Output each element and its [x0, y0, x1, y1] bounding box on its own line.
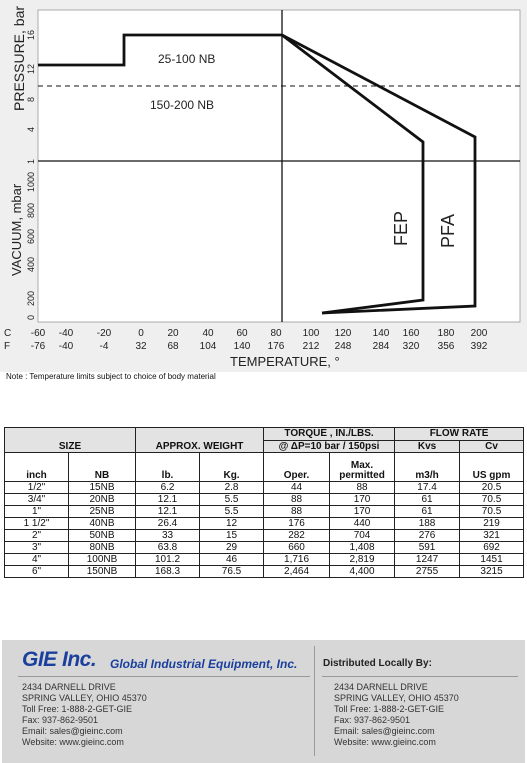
label-150-200-nb: 150-200 NB: [150, 98, 215, 112]
temperature-axis-label: TEMPERATURE, °: [230, 354, 340, 369]
header-size: SIZE: [5, 428, 136, 453]
pressure-tick-16: 16: [26, 29, 36, 40]
cell-kvs: 1247: [395, 554, 460, 566]
left-divider: [18, 676, 310, 677]
table-row: [5, 566, 524, 578]
cell-nb: 100NB: [69, 554, 136, 566]
cell-lb: 6.2: [136, 482, 200, 494]
specifications-table: [4, 427, 524, 578]
celsius-tick: 120: [334, 328, 352, 339]
cell-max: 170: [330, 494, 395, 506]
cell-cv: 692: [460, 542, 524, 554]
vacuum-tick-400: 400: [26, 256, 36, 272]
pressure-tick-12: 12: [26, 63, 36, 74]
right-address-line: Toll Free: 1-888-2-GET-GIE: [334, 704, 445, 714]
cell-cv: 20.5: [460, 482, 524, 494]
cell-cv: 70.5: [460, 506, 524, 518]
left-address-line: Toll Free: 1-888-2-GET-GIE: [22, 704, 133, 714]
cell-lb: 26.4: [136, 518, 200, 530]
fahrenheit-tick: 284: [372, 341, 390, 352]
pressure-tick-4: 4: [26, 126, 36, 132]
cell-oper: 44: [264, 482, 330, 494]
celsius-tick: -40: [58, 328, 74, 339]
header-torque: TORQUE , IN./LBS.: [264, 428, 395, 441]
left-address-line: Email: sales@gieinc.com: [22, 726, 123, 736]
cell-nb: 15NB: [69, 482, 136, 494]
cell-max: 704: [330, 530, 395, 542]
fahrenheit-tick: 356: [437, 341, 455, 352]
fahrenheit-tick: 176: [267, 341, 285, 352]
cell-inch: 1/2": [5, 482, 69, 494]
vacuum-tick-800: 800: [26, 202, 36, 218]
cell-oper: 2,464: [264, 566, 330, 578]
celsius-tick: 160: [402, 328, 420, 339]
celsius-tick: 140: [372, 328, 390, 339]
left-address-line: Website: www.gieinc.com: [22, 737, 124, 747]
celsius-tick: 0: [138, 328, 144, 339]
cell-oper: 88: [264, 494, 330, 506]
vacuum-tick-200: 200: [26, 290, 36, 306]
cell-kg: 5.5: [200, 494, 264, 506]
celsius-ticks: [31, 328, 488, 339]
chart-svg: [0, 0, 527, 372]
right-address: [334, 682, 459, 748]
fahrenheit-tick: 32: [135, 341, 147, 352]
table-row: [5, 542, 524, 554]
cell-kg: 76.5: [200, 566, 264, 578]
fahrenheit-tick: 104: [199, 341, 217, 352]
fahrenheit-tick: 248: [334, 341, 352, 352]
celsius-tick: 100: [302, 328, 320, 339]
cell-cv: 3215: [460, 566, 524, 578]
cell-inch: 3/4": [5, 494, 69, 506]
header-max: Max.: [350, 460, 374, 471]
label-pfa: PFA: [438, 213, 458, 248]
header-oper: Oper.: [264, 453, 330, 482]
celsius-tick: 200: [470, 328, 488, 339]
right-address-line: Email: sales@gieinc.com: [334, 726, 435, 736]
header-kg: Kg.: [200, 453, 264, 482]
celsius-tick: 60: [236, 328, 248, 339]
celsius-tick: 180: [437, 328, 455, 339]
table-body: [5, 482, 524, 578]
cell-oper: 660: [264, 542, 330, 554]
cell-kvs: 2755: [395, 566, 460, 578]
cell-inch: 6": [5, 566, 69, 578]
table-row: [5, 506, 524, 518]
cell-kvs: 61: [395, 506, 460, 518]
left-address: [22, 682, 147, 748]
cell-kvs: 591: [395, 542, 460, 554]
fahrenheit-tick: 68: [167, 341, 179, 352]
fahrenheit-prefix: F: [4, 341, 11, 352]
table-row: [5, 530, 524, 542]
distributed-locally-label: Distributed Locally By:: [323, 658, 432, 669]
celsius-tick: 80: [270, 328, 282, 339]
header-flow-rate: FLOW RATE: [395, 428, 524, 441]
cell-max: 88: [330, 482, 395, 494]
cell-kg: 29: [200, 542, 264, 554]
cell-max: 440: [330, 518, 395, 530]
cell-kvs: 276: [395, 530, 460, 542]
table-row: [5, 494, 524, 506]
cell-lb: 12.1: [136, 506, 200, 518]
celsius-tick: 20: [167, 328, 179, 339]
header-m3h: m3/h: [395, 453, 460, 482]
fahrenheit-tick: 212: [302, 341, 320, 352]
fahrenheit-tick: -76: [30, 341, 46, 352]
cell-nb: 150NB: [69, 566, 136, 578]
celsius-tick: -60: [30, 328, 46, 339]
temperature-note: Note : Temperature limits subject to choice of body material: [6, 372, 216, 381]
header-cv: Cv: [460, 441, 524, 453]
left-address-line: 2434 DARNELL DRIVE: [22, 682, 116, 692]
cell-cv: 1451: [460, 554, 524, 566]
cell-nb: 40NB: [69, 518, 136, 530]
cell-inch: 1 1/2": [5, 518, 69, 530]
celsius-tick: 40: [202, 328, 214, 339]
cell-inch: 4": [5, 554, 69, 566]
cell-inch: 3": [5, 542, 69, 554]
cell-max: 170: [330, 506, 395, 518]
cell-nb: 25NB: [69, 506, 136, 518]
pressure-temperature-chart: [0, 0, 527, 372]
header-inch: inch: [5, 453, 69, 482]
header-kvs: Kvs: [395, 441, 460, 453]
right-address-line: Website: www.gieinc.com: [334, 737, 436, 747]
footer: [2, 640, 525, 763]
fahrenheit-tick: -40: [58, 341, 74, 352]
cell-kg: 15: [200, 530, 264, 542]
header-torque-sub: @ ΔP=10 bar / 150psi: [264, 441, 395, 453]
right-divider: [322, 676, 518, 677]
header-lb: lb.: [136, 453, 200, 482]
cell-max: 1,408: [330, 542, 395, 554]
cell-nb: 80NB: [69, 542, 136, 554]
cell-kvs: 61: [395, 494, 460, 506]
left-address-line: Fax: 937-862-9501: [22, 715, 99, 725]
cell-lb: 63.8: [136, 542, 200, 554]
cell-oper: 282: [264, 530, 330, 542]
cell-inch: 2": [5, 530, 69, 542]
table-row: [5, 482, 524, 494]
table-row: [5, 518, 524, 530]
vacuum-tick-0: 0: [26, 314, 36, 320]
cell-oper: 176: [264, 518, 330, 530]
right-address-line: SPRING VALLEY, OHIO 45370: [334, 693, 459, 703]
cell-cv: 70.5: [460, 494, 524, 506]
fahrenheit-tick: -4: [99, 341, 109, 352]
one-tick: 1: [26, 158, 36, 164]
cell-kg: 12: [200, 518, 264, 530]
pressure-tick-8: 8: [26, 96, 36, 102]
gie-logo: GIE Inc.: [22, 648, 97, 671]
plot-frame: [38, 10, 520, 322]
label-25-100-nb: 25-100 NB: [158, 52, 216, 66]
header-usgpm: US gpm: [460, 453, 524, 482]
cell-lb: 101.2: [136, 554, 200, 566]
cell-cv: 321: [460, 530, 524, 542]
pressure-axis-label: PRESSURE, bar: [11, 5, 27, 111]
cell-kg: 46: [200, 554, 264, 566]
cell-kvs: 17.4: [395, 482, 460, 494]
cell-lb: 168.3: [136, 566, 200, 578]
cell-kg: 2.8: [200, 482, 264, 494]
header-weight: APPROX. WEIGHT: [136, 428, 264, 453]
cell-lb: 33: [136, 530, 200, 542]
vacuum-tick-600: 600: [26, 228, 36, 244]
company-tagline: Global Industrial Equipment, Inc.: [110, 657, 298, 671]
header-permitted: permitted: [339, 470, 385, 481]
cell-nb: 20NB: [69, 494, 136, 506]
celsius-tick: -20: [96, 328, 112, 339]
cell-max: 2,819: [330, 554, 395, 566]
vacuum-tick-1000: 1000: [26, 171, 36, 192]
cell-oper: 88: [264, 506, 330, 518]
cell-kvs: 188: [395, 518, 460, 530]
right-address-line: 2434 DARNELL DRIVE: [334, 682, 428, 692]
header-max-permitted: [330, 453, 395, 482]
right-address-line: Fax: 937-862-9501: [334, 715, 411, 725]
cell-cv: 219: [460, 518, 524, 530]
vacuum-axis-label: VACUUM, mbar: [9, 183, 24, 276]
fahrenheit-tick: 392: [470, 341, 488, 352]
label-fep: FEP: [391, 210, 411, 246]
fahrenheit-tick: 140: [233, 341, 251, 352]
header-nb: NB: [69, 453, 136, 482]
fahrenheit-tick: 320: [402, 341, 420, 352]
table-row: [5, 554, 524, 566]
fahrenheit-ticks: [31, 341, 488, 352]
cell-max: 4,400: [330, 566, 395, 578]
vertical-separator: [314, 646, 315, 756]
cell-oper: 1,716: [264, 554, 330, 566]
left-address-line: SPRING VALLEY, OHIO 45370: [22, 693, 147, 703]
celsius-prefix: C: [4, 328, 12, 339]
cell-nb: 50NB: [69, 530, 136, 542]
cell-lb: 12.1: [136, 494, 200, 506]
cell-kg: 5.5: [200, 506, 264, 518]
cell-inch: 1": [5, 506, 69, 518]
